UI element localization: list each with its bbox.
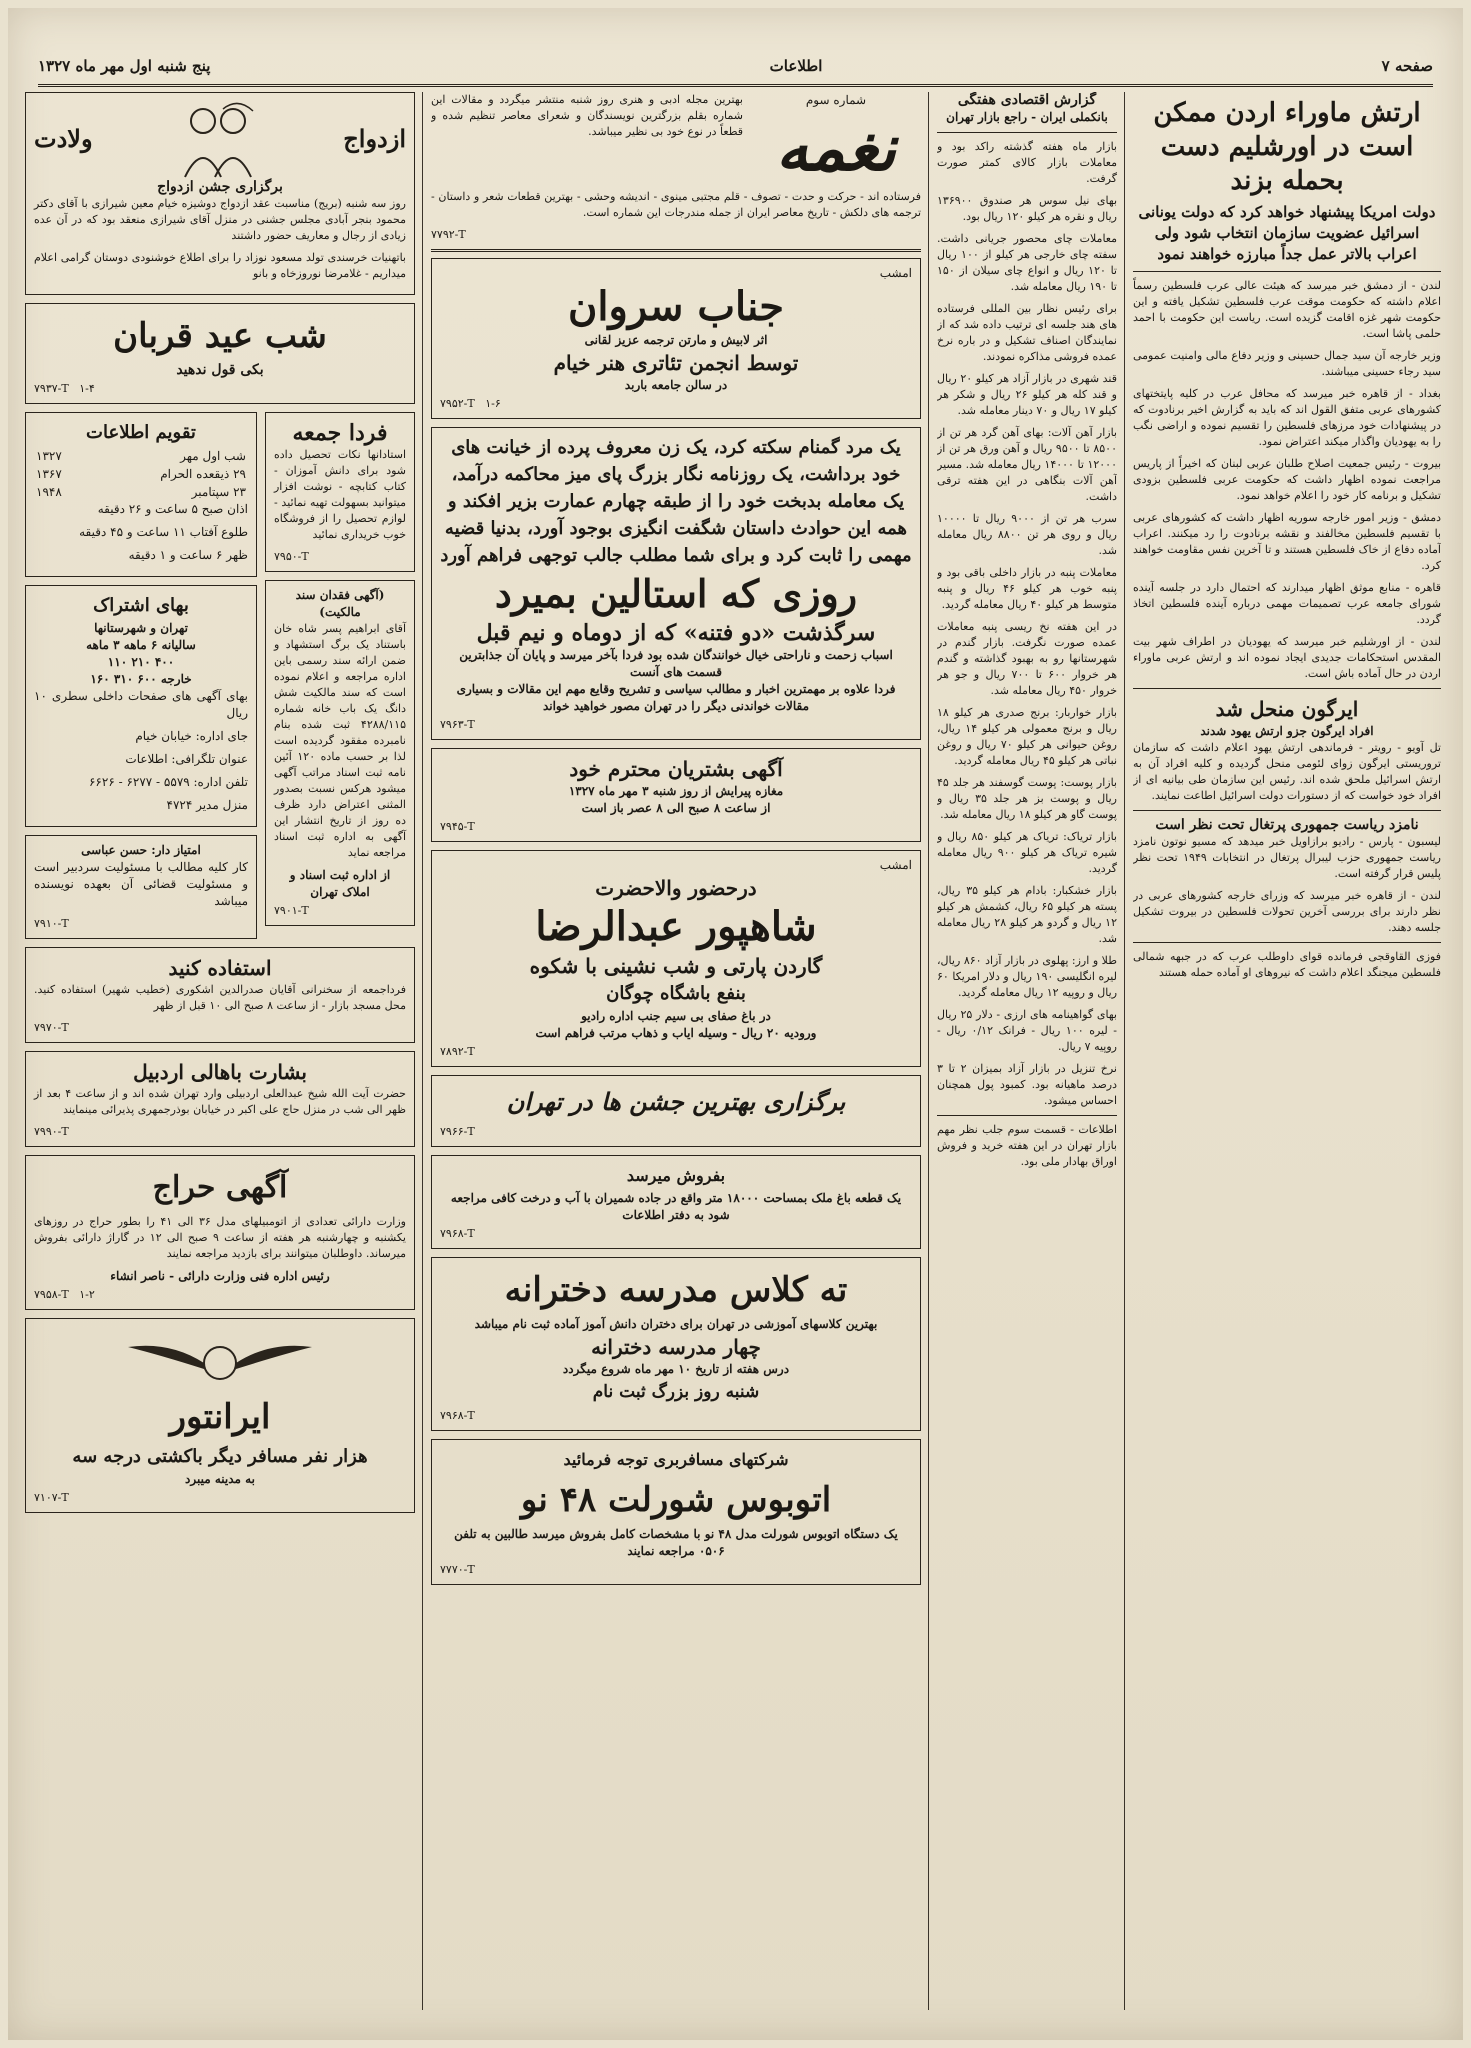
econ-para: برای رئیس نظار بین المللی فرستاده های هند جلسه ای ترتیب داده شد که از نمایندگان اصناف تشکیل و در باره نرخ عمده فروشی مذاکره نمودند. [937, 302, 1117, 363]
lost-title: (آگهی فقدان سند مالکیت) [295, 588, 385, 619]
subhead-portugal: نامزد ریاست جمهوری پرتغال تحت نظر است [1155, 817, 1419, 833]
birth-body: باتهنیات خرسندی تولد مسعود نوزاد را برای اطلاع خوشنودی دوستان گرامی اعلام میداریم - غلامرضا نوروزخاه و بانو [34, 251, 406, 280]
news-para: وزیر خارجه آن سید جمال حسینی و وزیر دفاع مالی وامنیت عمومی سید رجاء حسینی میباشند. [1133, 349, 1441, 378]
news-para: بغداد - از قاهره خبر میرسد که محافل عرب در کلیه پایتختهای کشورهای عربی متفق القول اند که باید به گزارش اخیر برنادوت که در پیشنهادات خود مرزهای فلسطین را تقسیم نموده و اراضی نگب را به یهودیان واگذار میکند اعتراض نمود. [1133, 387, 1441, 448]
subhead-irgun-b: افراد ایرگون جزو ارتش یهود شدند [1200, 724, 1374, 738]
ad-code: ۷۹۶۸-T [440, 1227, 475, 1240]
bus-ad [431, 1439, 921, 1585]
issue-date: پنج شنبه اول مهر ماه ۱۳۲۷ [38, 57, 211, 75]
econ-para: بازار خشکبار: بادام هر کیلو ۳۵ ریال، پسته هر کیلو ۶۵ ریال، کشمش هر کیلو ۱۲ ریال و گردو هر کیلو ۲۸ ریال معامله شد. [937, 884, 1117, 945]
school-date: درس هفته از تاریخ ۱۰ مهر ماه شروع میگردد [562, 1362, 790, 1376]
garden-party-ad [431, 850, 921, 1067]
ad-code: ۷۷۷۰-T [440, 1563, 475, 1576]
cal-fajr: اذان صبح ۵ ساعت و ۲۶ دقیقه [97, 502, 248, 516]
use-title: استفاده کنید [168, 956, 272, 980]
cal-value: ۱۳۶۷ [36, 467, 62, 481]
tonight-label: امشب [879, 858, 912, 872]
play-location: در سالن جامعه باربد [624, 378, 728, 392]
jomeh-body: استادانها نکات تحصیل داده شود برای دانش آموزان - کتاب کتابچه - نوشت افزار میتوانید بسهولت تهیه نمائید - لوازم تحصیل را از فروشگاه خوب خریداری نمائید [274, 448, 406, 541]
jomeh-title: فردا جمعه [292, 420, 388, 446]
subheadline-us: دولت امریکا پیشنهاد خواهد کرد که دولت یونانی اسرائیل عضویت سازمان انتخاب شود ولی اعراب بالاتر عمل جداً مبارزه خواهند نمود [1138, 203, 1436, 263]
econ-para: سرب هر تن از ۹۰۰۰ ریال تا ۱۰۰۰۰ ریال و روی هر تن ۸۸۰۰ ریال معامله شد. [937, 512, 1117, 557]
stalin-body2: فردا علاوه بر مهمترین اخبار و مطالب سیاسی و تشریح وقایع مهم این مقالات و بسیاری مقالات خواندنی دیگر را در تهران مصور خواهید خواند [456, 682, 896, 713]
wedding-box [25, 92, 415, 295]
column-center-ads [431, 92, 921, 2010]
subscription-box [25, 585, 257, 827]
ad-code: ۱-۶ [485, 397, 501, 410]
lost-deed-box [265, 580, 415, 926]
masthead [38, 48, 1433, 87]
royal-name: شاهپور عبدالرضا [535, 903, 817, 950]
tonight-label: امشب [879, 266, 912, 280]
auction-box [25, 1155, 415, 1310]
ad-code: ۱-۲ [79, 1288, 95, 1301]
iran-tour-dest: به مدینه میبرد [185, 1472, 255, 1486]
calendar-table [34, 447, 248, 501]
ad-code: ۷۹۰۱-T [274, 904, 309, 917]
sub-row: خارجه ۶۰۰ ۳۱۰ ۱۶۰ [90, 672, 192, 686]
use-body: فرداجمعه از سخنرانی آقایان صدرالدین اشکوری (خطیب شهیر) استفاده کنید. محل مسجد بازار - از ساعت ۸ صبح الی ۱۰ قبل از ظهر [34, 983, 406, 1012]
cal-sunrise: طلوع آفتاب ۱۱ ساعت و ۴۵ دقیقه [79, 525, 248, 539]
school-ad [431, 1257, 921, 1431]
wedding-label: ازدواج [343, 124, 406, 153]
use-box [25, 947, 415, 1043]
econ-para: قند شهری در بازار آزاد هر کیلو ۲۰ ریال و قند کله هر کیلو ۲۶ ریال و شکر هر کیلو ۱۷ ریال و ۷۰ دینار معامله شد. [937, 372, 1117, 417]
salon-hours: از ساعت ۸ صبح الی ۸ عصر باز است [581, 801, 771, 815]
subhead-irgun: ایرگون منحل شد [1215, 697, 1359, 721]
econ-para: معاملات پنبه در بازار داخلی باقی بود و پنبه خوب هر کیلو ۴۶ ریال و پنبه متوسط هر کیلو ۴۰ ریال معامله گردید. [937, 566, 1117, 611]
play-ad [431, 258, 921, 419]
story-teaser: یک مرد گمنام سکته کرد، یک زن معروف پرده از خیانت های خود برداشت، یک روزنامه نگار بزرگ پای میز محاکمه درآمد، یک معامله بدبخت خود را از طبقه چهارم عمارت بزیر افکند و همه این حوادث داستان شگفت انگیزی بوجود آورد، بدنیا قضیه مهمی را ثابت کرد و برای شما مطلب جالب توجهی فراهم آورد [440, 437, 912, 566]
ad-code: ۷۹۶۳-T [440, 718, 475, 731]
stalin-headline: روزی که استالین بمیرد [494, 571, 858, 616]
royal-line6: ورودیه ۲۰ ریال - وسیله ایاب و ذهاب مرتب فراهم است [535, 1026, 817, 1040]
stalin-body: اسباب زحمت و ناراحتی خیال خوانندگان شده بود فردا بآخر میرسد و پایان آن جذابترین قسمت های آنست [459, 648, 893, 679]
sub-editor-phone: منزل مدیر ۴۷۲۴ [166, 798, 248, 812]
script-ad-text: برگزاری بهترین جشن ها در تهران [506, 1087, 846, 1116]
econ-para: بازار ماه هفته گذشته راکد بود و معاملات بازار کالای کمتر صورت گرفت. [937, 140, 1117, 185]
school-body: بهترین کلاسهای آموزشی در تهران برای دختران دانش آموز آماده ثبت نام میباشد [474, 1317, 878, 1331]
econ-para: معاملات چای محصور جریانی داشت. سفته چای خارجی هر کیلو از ۱۰۰ ریال تا ۱۲۰ ریال و انواع چای سیلان از ۱۵۰ تا ۱۹۰ ریال معامله شد. [937, 232, 1117, 293]
ad-code: ۷۹۴۵-T [440, 820, 475, 833]
econ-para: طلا و ارز: پهلوی در بازار آزاد ۸۶۰ ریال، لیره انگلیسی ۱۹۰ ریال و دلار امریکا ۶۰ ریال و روپیه ۱۲ ریال معامله گردید. [937, 954, 1117, 999]
econ-para: بازار پوست: پوست گوسفند هر جلد ۴۵ ریال و پوست بز هر جلد ۳۵ ریال و پوست گاو هر کیلو ۱۸ ریال معامله شد. [937, 776, 1117, 821]
royal-line4: بنفع باشگاه چوگان [606, 983, 746, 1004]
ad-code: ۷۹۹۰-T [34, 1125, 69, 1138]
sub-phone: تلفن اداره: ۵۵۷۹ - ۶۲۷۷ - ۶۶۲۶ [88, 775, 248, 789]
cal-value: ۱۳۲۷ [36, 449, 62, 463]
eid-box [25, 303, 415, 404]
ad-code: ۷۹۷۰-T [34, 1021, 69, 1034]
ad-code: ۷۸۹۲-T [440, 1045, 475, 1058]
sub-telegraph: عنوان تلگرافی: اطلاعات [125, 752, 248, 766]
news-para: دمشق - وزیر امور خارجه سوریه اظهار داشت که کشورهای عربی با تقسیم فلسطین مخالفند و نقشه برنادوت را رد میکنند. اعراب آماده دفاع از خاک فلسطین هستند و تا آخرین نفس مقاومت خواهند کرد. [1133, 511, 1441, 572]
ardabil-body: حضرت آیت الله شیخ عبدالعلی اردبیلی وارد تهران شده اند و از ساعت ۴ بعد از ظهر الی شب در منزل حاج علی اکبر در خیابان بوذرجمهری پذیرائی مینمایند [34, 1087, 406, 1116]
news-para: قاهره - منابع موثق اظهار میدارند که احتمال دارد در جلسه آینده شورای جامعه عرب تصمیمات مهمی درباره آینده فلسطین اتخاذ گردد. [1133, 581, 1441, 626]
play-company: توسط انجمن تئاتری هنر خیام [553, 351, 799, 375]
jomeh-box [265, 412, 415, 572]
sub-address: جای اداره: خیابان خیام [135, 729, 248, 743]
eid-title: شب عید قربان [113, 316, 327, 356]
naghme-intro2: فرستاده اند - حرکت و حدت - تصوف - قلم مجتبی مینوی - اندیشه وحشی - بهترین قطعات شعر و داستان - ترجمه های دلکش - تاریخ معاصر ایران از جمله مندرجات این شماره است. [431, 190, 921, 219]
cal-label: شب اول مهر [180, 449, 246, 463]
econ-para: بهای گواهینامه های ارزی - دلار ۲۵ ریال - لیره ۱۰۰ ریال - فرانک ۰/۱۲ ریال - روپیه ۷ ریال. [937, 1008, 1117, 1053]
sale-ad [431, 1155, 921, 1249]
econ-para: در این هفته نخ ریسی پنبه معاملات عمده صورت نگرفت. بازار گندم در شهرستانها رو به بهبود گذاشته و گندم هر خروار ۶۰۰ تا ۷۰۰ ریال و جو هر خروار ۴۵۰ ریال معامله شد. [937, 620, 1117, 697]
econ-para: بازار آهن آلات: بهای آهن گرد هر تن از ۸۵۰۰ تا ۹۵۰۰ ریال و آهن ورق هر تن از ۱۲۰۰۰ تا ۱۴۰۰۰ ریال معامله شد. مسیر آهن آلات بنگاهی در این هفته ترقی داشت. [937, 426, 1117, 503]
wedding-title: برگزاری جشن ازدواج [157, 179, 283, 195]
royal-line1: درحضور والاحضرت [595, 876, 757, 900]
paper-name: اطلاعات [769, 57, 823, 75]
subscription-title: بهای اشتراک [93, 595, 189, 616]
column-news [1133, 92, 1441, 2010]
sale-body: یک قطعه باغ ملک بمساحت ۱۸۰۰۰ متر واقع در جاده شمیران با آب و درخت کافی مراجعه شود به دفتر اطلاعات [450, 1191, 902, 1222]
iran-tour-box [25, 1318, 415, 1513]
bus-body: یک دستگاه اتوبوس شورلت مدل ۴۸ نو با مشخصات کامل بفروش میرسد طالبین به تلفن ۰۵۰۶ مراجعه نمایند [454, 1527, 898, 1558]
stalin-sub: سرگذشت «دو فتنه» که از دوماه و نیم قبل [476, 620, 876, 646]
econ-para: بهای نیل سوس هر صندوق ۱۳۶۹۰۰ ریال و نقره هر کیلو ۱۲۰ ریال بود. [937, 194, 1117, 223]
ardabil-title: بشارت باهالی اردبیل [133, 1060, 307, 1084]
naghme-intro: بهترین مجله ادبی و هنری روز شنبه منتشر میگردد و مقالات این شماره بقلم بزرگترین نویسندگان و شعرای معاصر تنظیم شده و قطعاً در نوع خود بی نظیر میباشد. [431, 93, 743, 138]
naghme-logo-block [751, 92, 921, 189]
resp-body: کار کلیه مطالب با مسئولیت سردبیر است و مسئولیت قضائی آن بعهده نویسنده میباشد [34, 860, 248, 908]
econ-para: بازار تریاک: تریاک هر کیلو ۸۵۰ ریال و شیره تریاک هر کیلو ۹۰۰ ریال معامله گردید. [937, 830, 1117, 875]
ad-code: ۷۹۱۰-T [34, 917, 69, 930]
responsibility-box [25, 835, 257, 939]
resp-title: امتیاز دار: حسن عباسی [81, 843, 201, 857]
royal-line5: در باغ صفای بی سیم جنب اداره رادیو [581, 1009, 771, 1023]
auction-title: آگهی حراج [152, 1170, 288, 1205]
bus-headline: اتوبوس شورلت ۴۸ نو [520, 1480, 832, 1520]
birth-label: ولادت [34, 124, 93, 153]
royal-line3: گاردن پارتی و شب نشینی با شکوه [529, 954, 823, 978]
bus-title: شرکتهای مسافربری توجه فرمائید [563, 1450, 789, 1469]
sub-row: ۴۰۰ ۲۱۰ ۱۱۰ [107, 655, 175, 669]
calendar-title: تقویم اطلاعات [86, 422, 196, 443]
ad-code: ۷۱۰۷-T [34, 1491, 69, 1504]
econ-para: نرخ تنزیل در بازار آزاد بمیزان ۲ تا ۳ درصد ماهیانه بود. کمبود پول همچنان احساس میشود. [937, 1062, 1117, 1107]
news-para: لیسبون - پارس - رادیو برازاویل خبر میدهد که مسیو نوتون نامزد ریاست جمهوری حزب لیبرال پرتغال در انتخابات ۱۹۴۹ تحت نظر پلیس قرار گرفته است. [1133, 835, 1441, 880]
econ-para: بازار خواربار: برنج صدری هر کیلو ۱۸ ریال و برنج معمولی هر کیلو ۱۴ ریال، روغن حیوانی هر کیلو ۷۰ ریال و روغن نباتی هر کیلو ۴۵ ریال معامله گردید. [937, 706, 1117, 767]
ardabil-box [25, 1051, 415, 1147]
cal-label: ۲۹ ذیقعده الحرام [160, 467, 246, 481]
sub-row: تهران و شهرستانها [94, 621, 188, 635]
ad-code: ۷۹۶۸-T [440, 1409, 475, 1422]
eid-body: بکی قول ندهید [176, 362, 264, 378]
page-number: صفحه ۷ [1381, 57, 1433, 75]
logo-caption: شماره سوم [805, 93, 867, 107]
lost-sign: از اداره ثبت اسناد و املاک تهران [289, 868, 391, 899]
play-subtitle: اثر لابیش و مارتن ترجمه عزیز لقانی [584, 333, 768, 347]
script-ad [431, 1075, 921, 1147]
naghme-logo: نغمه [776, 111, 896, 186]
sub-ad-rate: بهای آگهی های صفحات داخلی سطری ۱۰ ریال [34, 689, 248, 720]
headline-jordan: ارتش ماوراء اردن ممکن است در اورشلیم دست بحمله بزند [1153, 98, 1421, 196]
wedding-body: روز سه شنبه (بریج) مناسبت عقد ازدواج دوشیزه خیام معین شیرازی با آقای دکتر محمود بنجر آبادی مجلس جشنی در منزل آقای شیرازی منعقد بود که در آن عده زیادی از رجال و معاریف حضور داشتند [34, 197, 406, 242]
ad-code: ۷۹۵۲-T [440, 397, 475, 410]
news-para: تل آویو - رویتر - فرماندهی ارتش یهود اعلام داشت که سازمان تروریستی ایرگون زوای لئومی منحل گردیده و کلیه افراد آن به ارتش اسرائیل ملحق شده اند. رئیس این سازمان طی بیانیه ای از افراد خود خواست که از دستورات دولت اسرائیل اطاعت نمایند. [1133, 741, 1441, 802]
salon-body: مغازه پیرایش از روز شنبه ۳ مهر ماه ۱۳۲۷ [568, 784, 784, 798]
news-para: لندن - از اورشلیم خبر میرسد که یهودیان در اطراف شهر بیت المقدس استحکامات جدیدی ایجاد نموده اند و ارتش عربی ماوراء اردن در حال آماده باش است. [1133, 635, 1441, 680]
econ-title: گزارش اقتصادی هفتگی [957, 92, 1097, 108]
column-economy [937, 92, 1117, 2010]
lost-body: آقای ابراهیم پسر شاه خان باستناد یک برگ استشهاد و ضمن ارائه سند رسمی باین اداره مراجعه و اعلام نموده است که سند مالکیت شش دانگ یک باب خانه شماره ۴۲۸۸/۱۱۵ ثبت شده بنام نامبرده مفقود گردیده است لذا بر حسب ماده ۱۲۰ آئین نامه ثبت اسناد مراتب آگهی میشود هرکس نسبت بصدور المثنی اعتراض دارد ظرف ده روز از تاریخ انتشار این آگهی به اداره ثبت اسناد مراجعه نماید [274, 622, 406, 859]
sale-title: بفروش میرسد [626, 1166, 726, 1185]
news-para: فوزی القاوقجی فرمانده قوای داوطلب عرب که در جبهه شمالی فلسطین میجنگد اعلام داشت که نیروهای او آماده حمله هستند [1133, 950, 1441, 979]
play-title: جناب سروان [568, 283, 784, 330]
stalin-ad [431, 427, 921, 740]
news-para: لندن - از قاهره خبر میرسد که وزرای خارجه کشورهای عربی در نظر دارند برای بررسی آخرین تحولات فلسطین در بیروت تشکیل جلسه دهند. [1133, 889, 1441, 934]
salon-ad [431, 748, 921, 842]
cal-label: ۲۳ سپتامبر [191, 485, 246, 499]
cal-value: ۱۹۴۸ [36, 485, 62, 499]
econ-footer: اطلاعات - قسمت سوم جلب نظر مهم بازار تهران در این هفته خرید و فروش اوراق بهادار ملی بود. [937, 1123, 1117, 1168]
newspaper-page [8, 8, 1463, 2040]
cal-noon: ظهر ۶ ساعت و ۱ دقیقه [128, 548, 248, 562]
salon-title: آگهی بشتریان محترم خود [569, 757, 783, 781]
econ-subtitle: بانکملی ایران - راجع بازار تهران [946, 110, 1108, 124]
calendar-box [25, 412, 257, 577]
ad-code: ۷۹۳۷-T [34, 382, 69, 395]
ad-code: ۷۹۵۰-T [274, 550, 309, 563]
ad-code: ۷۹۶۶-T [440, 1125, 475, 1138]
school-title: ته کلاس مدرسه دخترانه [504, 1270, 848, 1310]
ad-code: ۱-۴ [79, 382, 95, 395]
column-small-ads [25, 92, 415, 2010]
iran-tour-body: هزار نفر مسافر دیگر باکشتی درجه سه [72, 1446, 368, 1467]
ad-code: ۷۹۵۸-T [34, 1288, 69, 1301]
school-name: چهار مدرسه دخترانه [591, 1335, 761, 1359]
auction-sign: رئیس اداره فنی وزارت دارائی - ناصر انشاء [110, 1269, 330, 1283]
couple-icon [163, 99, 273, 179]
auction-body: وزارت دارائی تعدادی از اتومبیلهای مدل ۳۶ الی ۴۱ را بطور حراج در روزهای یکشنبه و چهارشنبه هر هفته از ساعت ۹ صبح الی ۱۲ در گاراژ دارائی بفروش میرساند. داوطلبان میتوانند برای بازدید مراجعه نمایند [34, 1215, 406, 1260]
ad-code: ۷۷۹۲-T [431, 228, 466, 241]
sub-row: سالیانه ۶ ماهه ۳ ماهه [86, 638, 196, 652]
news-para: لندن - از دمشق خبر میرسد که هیئت عالی عرب فلسطین رسماً اعلام داشته که حکومت موقت عرب فلسطین تشکیل یافته و این حکومت شهر غزه اقامت گزیده است. ریاست این حکومت با احمد حلمی پاشا است. [1133, 279, 1441, 340]
iran-tour-title: ایرانتور [169, 1397, 271, 1437]
school-signup: شنبه روز بزرگ ثبت نام [592, 1382, 760, 1402]
winged-emblem-icon [120, 1335, 320, 1391]
news-para: بیروت - رئیس جمعیت اصلاح طلبان عربی لبنان که اخیراً از پاریس مراجعت نموده اظهار داشت که حکومت عربی فلسطین بزودی تشکیل و برنامه کار خود را اعلام خواهد نمود. [1133, 457, 1441, 502]
